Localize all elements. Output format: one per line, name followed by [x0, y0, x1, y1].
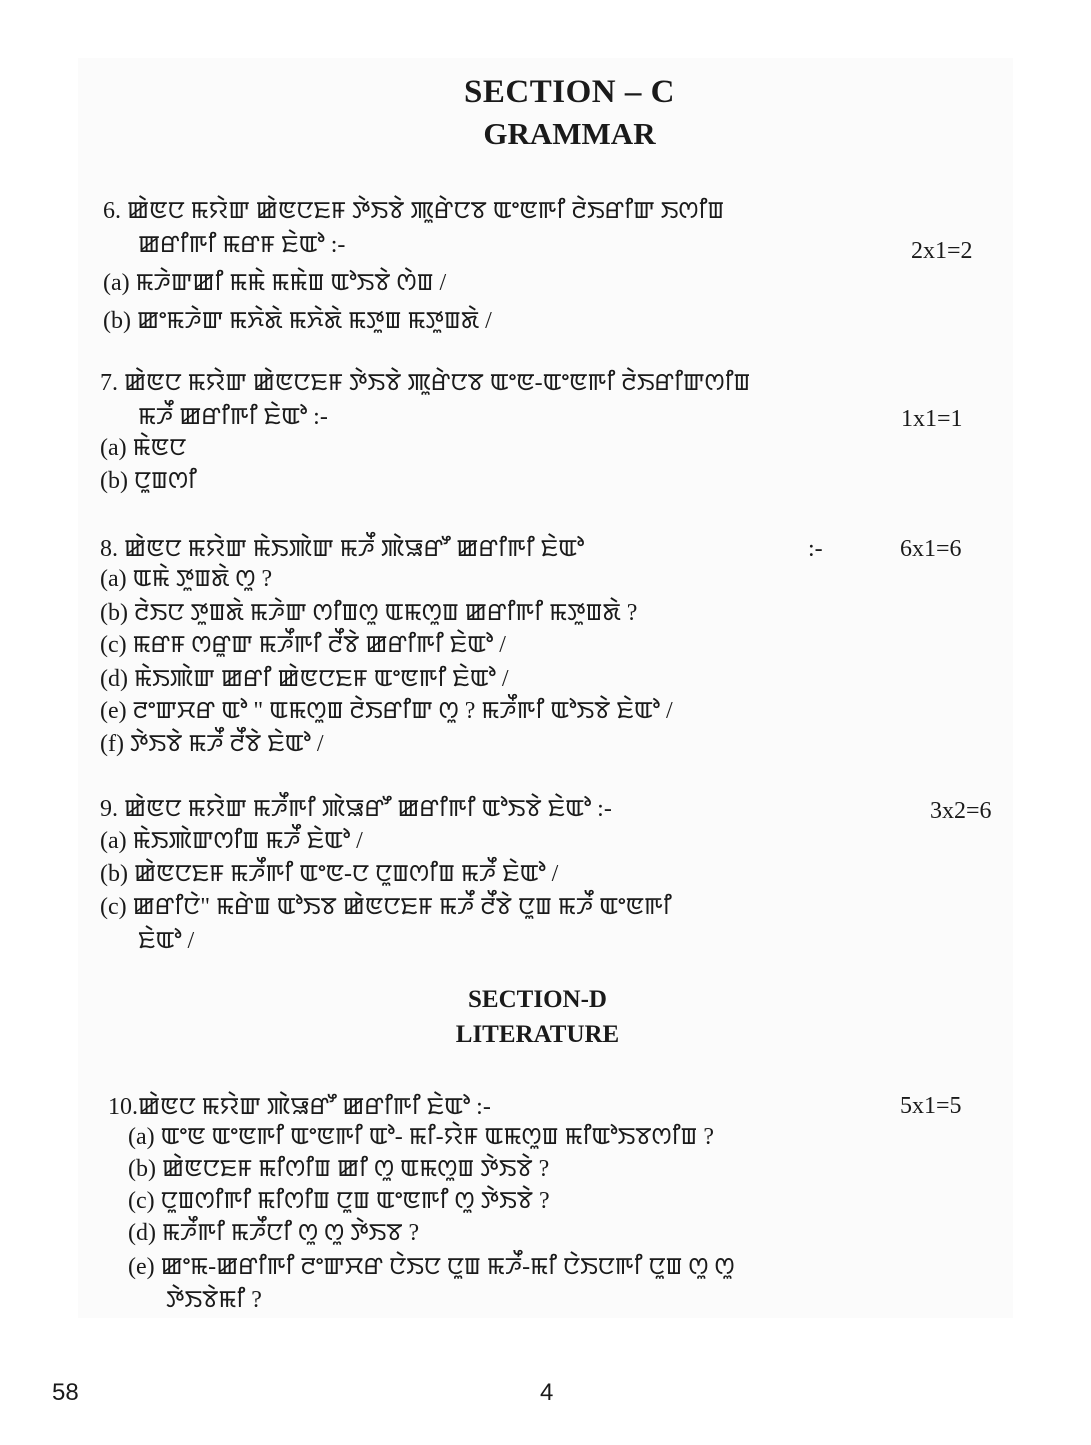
q10-option-b: (b) ꯀꯥꯟꯅꯐꯝ ꯃꯤꯁꯤꯡ ꯀꯤ ꯁꯨ ꯑꯃꯁꯨꯡ ꯇꯥꯏꯕꯥ ? [128, 1156, 550, 1182]
q7-option-a: (a) ꯃꯥꯟꯅ [100, 435, 187, 461]
q10-option-e-line2: ꯇꯥꯏꯕꯥꯃꯤ ? [166, 1287, 262, 1313]
q7-option-b: (b) ꯅꯨꯡꯁꯤ [100, 468, 197, 494]
q9-option-c-line2: ꯐꯥꯑꯣ / [138, 928, 195, 954]
q6-line2: ꯀꯔꯤꯒꯤ ꯃꯔꯝ ꯐꯥꯑꯣ :- [138, 232, 346, 258]
q8-option-d: (d) ꯃꯥꯏꯄꯥꯛ ꯀꯔꯤ ꯀꯥꯟꯅꯐꯝ ꯑꯦꯟꯒꯤ ꯐꯥꯑꯣ / [100, 666, 509, 692]
q8-option-a: (a) ꯑꯃꯥ ꯇꯨꯡꯗꯥ ꯁꯨ ? [100, 566, 273, 592]
q8-option-c: (c) ꯃꯔꯝ ꯁꯔꯨꯛ ꯃꯍꯩꯒꯤ ꯂꯩꯕꯥ ꯀꯔꯤꯒꯤ ꯐꯥꯑꯣ / [100, 632, 506, 658]
q9-option-b: (b) ꯀꯥꯟꯅꯐꯝ ꯃꯍꯩꯒꯤ ꯑꯦꯟ-ꯅ ꯅꯨꯡꯁꯤꯡ ꯃꯍꯩ ꯐꯥꯑꯣ / [100, 861, 559, 887]
q6-line1: 6. ꯀꯥꯟꯅ ꯃꯌꯥꯛ ꯀꯥꯟꯅꯐꯝ ꯇꯥꯏꯕꯥ ꯄꯨꯔꯥꯅꯕ ꯑꯦꯟꯒꯤ ꯂꯥꯏꯔꯤꯛ ꯏꯁꯤꯡ [103, 198, 725, 224]
q10-option-d: (d) ꯃꯍꯩꯒꯤ ꯃꯍꯩꯅꯤ ꯁꯨ ꯁꯨ ꯇꯥꯏꯕ ? [128, 1220, 420, 1246]
q10-option-a: (a) ꯑꯦꯟ ꯑꯦꯟꯒꯤ ꯑꯦꯟꯒꯤ ꯑꯣ- ꯃꯤ-ꯌꯥꯝ ꯑꯃꯁꯨꯡ ꯃꯤꯑꯣꯏꯕꯁꯤꯡ ? [128, 1124, 715, 1150]
section-c-title: SECTION – C [464, 74, 675, 110]
q8-option-f: (f) ꯇꯥꯏꯕꯥ ꯃꯍꯩ ꯂꯩꯕꯥ ꯐꯥꯑꯣ / [100, 731, 324, 757]
section-c-subtitle: GRAMMAR [483, 116, 656, 151]
q9-marks: 3x2=6 [930, 798, 992, 824]
q10-option-e-line1: (e) ꯀꯦꯃ-ꯀꯔꯤꯒꯤ ꯂꯦꯛꯆꯔ ꯅꯥꯏꯅ ꯅꯨꯡ ꯃꯍꯩ-ꯃꯤ ꯅꯥꯏꯅꯒꯤ ꯅꯨꯡ ꯁꯨ ꯁꯨ [128, 1254, 735, 1280]
q10-option-c: (c) ꯅꯨꯡꯁꯤꯒꯤ ꯃꯤꯁꯤꯡ ꯅꯨꯡ ꯑꯦꯟꯒꯤ ꯁꯨ ꯇꯥꯏꯕꯥ ? [128, 1188, 550, 1214]
page-number: 4 [540, 1379, 554, 1406]
q10-marks: 5x1=5 [900, 1093, 962, 1119]
q9-line1: 9. ꯀꯥꯟꯅ ꯃꯌꯥꯛ ꯃꯍꯩꯒꯤ ꯄꯥꯎꯔꯧ ꯀꯔꯤꯒꯤ ꯑꯣꯏꯕꯥ ꯐꯥꯑꯣ :- [100, 796, 612, 822]
page-code: 58 [52, 1379, 79, 1406]
q10-line1: 10.ꯀꯥꯟꯅ ꯃꯌꯥꯛ ꯄꯥꯎꯔꯧ ꯀꯔꯤꯒꯤ ꯐꯥꯑꯣ :- [108, 1094, 491, 1120]
q7-line2: ꯃꯍꯩ ꯀꯔꯤꯒꯤ ꯐꯥꯑꯣ :- [138, 404, 328, 430]
q6-option-a: (a) ꯃꯍꯥꯛꯀꯤ ꯃꯃꯥ ꯃꯃꯥꯡ ꯑꯣꯏꯕꯥ ꯁꯥꯡ / [103, 270, 447, 296]
section-d-subtitle: LITERATURE [455, 1021, 620, 1048]
q9-option-c-line1: (c) ꯀꯔꯤꯅꯥ" ꯃꯔꯥꯡ ꯑꯣꯏꯕ ꯀꯥꯟꯅꯐꯝ ꯃꯍꯩ ꯂꯩꯕꯥ ꯅꯨꯡ ꯃꯍꯩ ꯑꯦꯟꯒꯤ [100, 894, 672, 920]
section-d-title: SECTION-D [468, 986, 607, 1013]
q7-line1: 7. ꯀꯥꯟꯅ ꯃꯌꯥꯛ ꯀꯥꯟꯅꯐꯝ ꯇꯥꯏꯕꯥ ꯄꯨꯔꯥꯅꯕ ꯑꯦꯟ-ꯑꯦꯟꯒꯤ ꯂꯥꯏꯔꯤꯛꯁꯤꯡ [100, 370, 751, 396]
q8-marks: 6x1=6 [900, 536, 962, 562]
q8-option-e: (e) ꯂꯦꯛꯆꯔ ꯑꯣ " ꯑꯃꯁꯨꯡ ꯂꯥꯏꯔꯤꯛ ꯁꯨ ? ꯃꯍꯩꯒꯤ ꯑꯣꯏꯕꯥ ꯐꯥꯑꯣ / [100, 698, 673, 724]
q9-option-a: (a) ꯃꯥꯏꯄꯥꯛꯁꯤꯡ ꯃꯍꯩ ꯐꯥꯑꯣ / [100, 828, 363, 854]
q6-marks: 2x1=2 [911, 238, 973, 264]
q8-colon: :- [808, 536, 823, 562]
q7-marks: 1x1=1 [901, 406, 963, 432]
q8-line1: 8. ꯀꯥꯟꯅ ꯃꯌꯥꯛ ꯃꯥꯏꯄꯥꯛ ꯃꯍꯩ ꯄꯥꯎꯔꯧ ꯀꯔꯤꯒꯤ ꯐꯥꯑꯣ [100, 536, 585, 562]
q6-option-b: (b) ꯀꯦꯃꯍꯥꯛ ꯃꯈꯥꯗꯥ ꯃꯈꯥꯗꯥ ꯃꯇꯨꯡ ꯃꯇꯨꯡꯗꯥ / [103, 308, 492, 334]
q8-option-b: (b) ꯂꯥꯏꯅ ꯇꯨꯡꯗꯥ ꯃꯍꯥꯛ ꯁꯤꯡꯁꯨ ꯑꯃꯁꯨꯡ ꯀꯔꯤꯒꯤ ꯃꯇꯨꯡꯗꯥ ? [100, 600, 638, 626]
